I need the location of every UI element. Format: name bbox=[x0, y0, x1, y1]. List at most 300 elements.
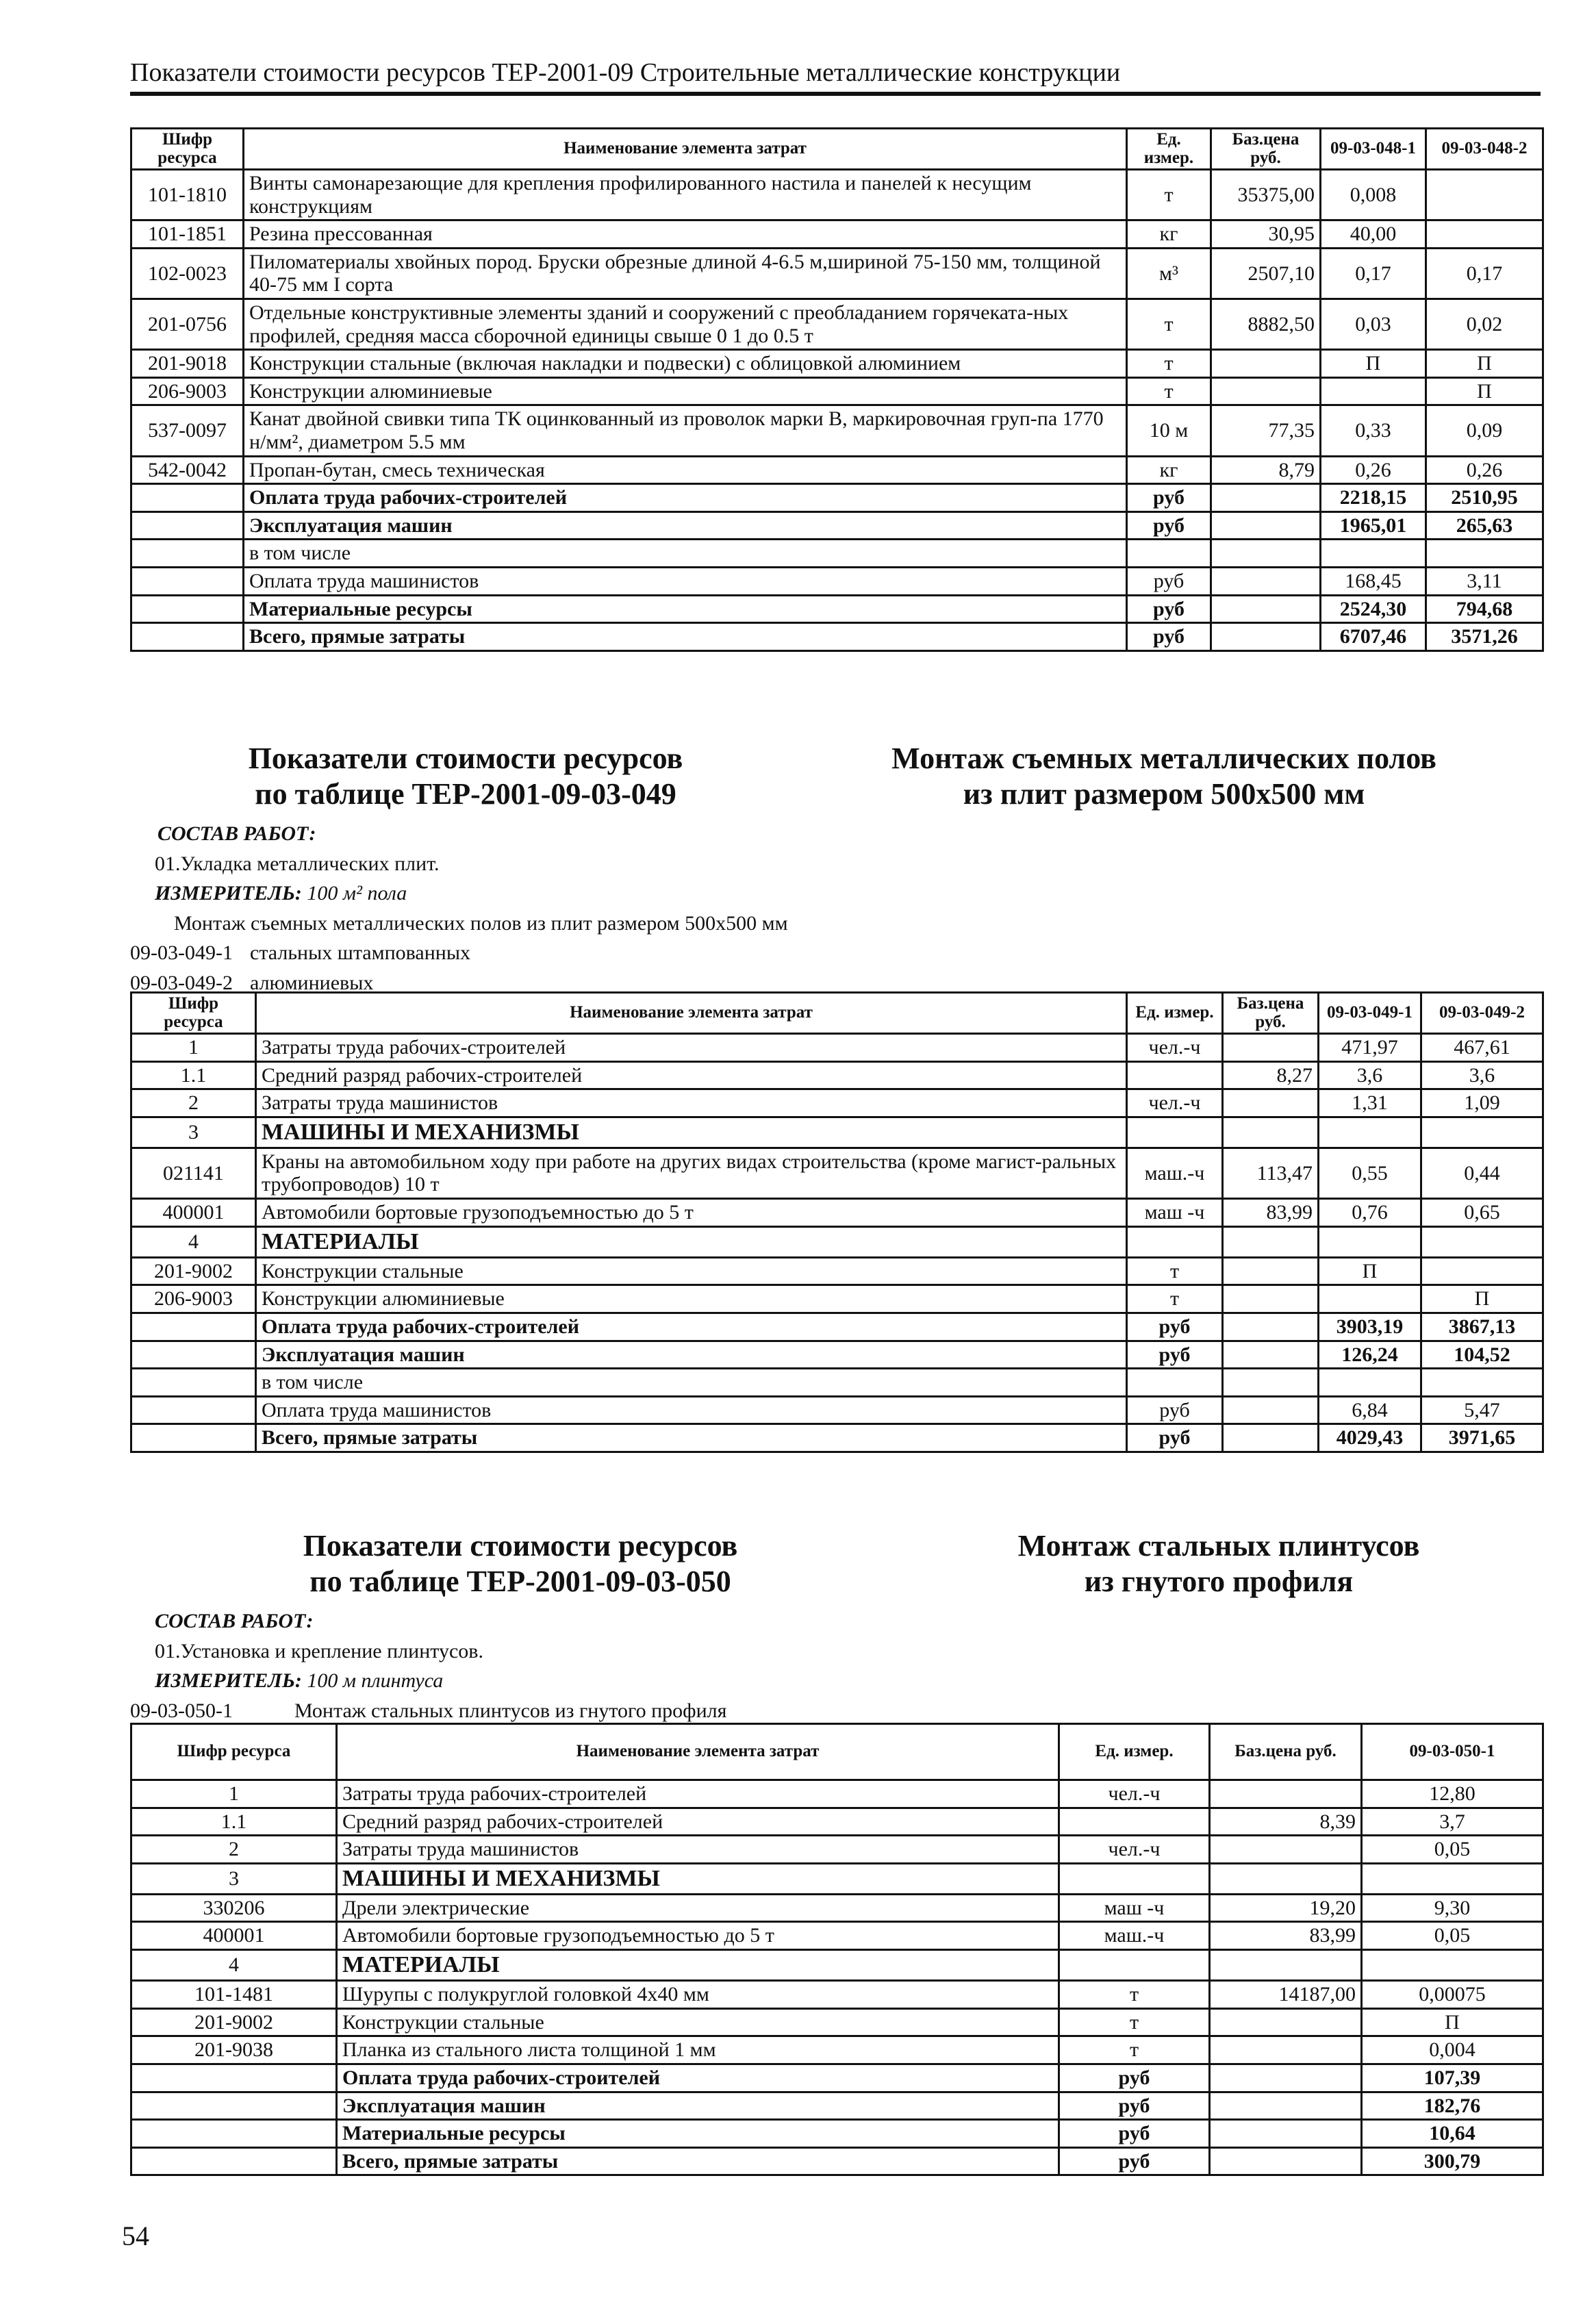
variant-line bbox=[130, 1696, 1157, 1726]
cell-code: 101-1481 bbox=[131, 1981, 337, 2009]
col-header-price: Баз.цена руб. bbox=[1211, 129, 1321, 170]
section-title-left bbox=[205, 741, 726, 812]
resource-table-049 bbox=[130, 991, 1544, 1453]
summary-variant-2: 5,47 bbox=[1421, 1396, 1543, 1424]
cell-price bbox=[1211, 484, 1321, 512]
table-row bbox=[131, 1285, 1543, 1313]
table-row bbox=[131, 377, 1543, 405]
cell-price bbox=[1223, 1396, 1319, 1424]
summary-row bbox=[131, 2092, 1543, 2120]
table-header-row bbox=[131, 129, 1543, 170]
cell-name: Пиломатериалы хвойных пород. Бруски обрезные длиной 4-6.5 м,шириной 75-150 мм, толщиной 40-75 мм I сорта bbox=[244, 248, 1127, 299]
summary-variant-1: 107,39 bbox=[1362, 2064, 1543, 2092]
cell-variant-1: 471,97 bbox=[1319, 1034, 1421, 1062]
summary-variant-1: 2524,30 bbox=[1321, 595, 1426, 623]
summary-variant-1 bbox=[1319, 1369, 1421, 1397]
cell-unit: т bbox=[1059, 1981, 1210, 2009]
summary-variant-2: 2510,95 bbox=[1426, 484, 1543, 512]
cell-price: 77,35 bbox=[1211, 405, 1321, 456]
cell-price bbox=[1223, 1226, 1319, 1257]
table-row bbox=[131, 350, 1543, 378]
table-row bbox=[131, 405, 1543, 456]
cell-price: 8,39 bbox=[1210, 1808, 1362, 1836]
table-row bbox=[131, 1089, 1543, 1117]
table-row bbox=[131, 170, 1543, 220]
cell-name: Автомобили бортовые грузоподъемностью до 5 т bbox=[337, 1922, 1059, 1950]
table-row bbox=[131, 1981, 1543, 2009]
summary-variant-1: 4029,43 bbox=[1319, 1424, 1421, 1452]
table-body bbox=[131, 1780, 1543, 2175]
summary-unit: руб bbox=[1127, 1396, 1223, 1424]
summary-row bbox=[131, 1313, 1543, 1341]
cell-code bbox=[131, 595, 244, 623]
section-title-right bbox=[863, 741, 1465, 812]
cell-variant-1 bbox=[1362, 1950, 1543, 1981]
cell-variant-1: 12,80 bbox=[1362, 1780, 1543, 1808]
table-row bbox=[131, 1950, 1543, 1981]
cell-price bbox=[1211, 540, 1321, 568]
summary-name: Эксплуатация машин bbox=[244, 511, 1127, 540]
cell-name: Дрели электрические bbox=[337, 1894, 1059, 1922]
cell-name: МАТЕРИАЛЫ bbox=[256, 1226, 1127, 1257]
cell-unit bbox=[1059, 1950, 1210, 1981]
cell-code bbox=[131, 1369, 256, 1397]
cell-name: Пропан-бутан, смесь техническая bbox=[244, 456, 1127, 484]
sostav-label: СОСТАВ РАБОТ: bbox=[155, 1610, 314, 1632]
page-header: Показатели стоимости ресурсов ТЕР-2001-09 Строительные металлические конструкции bbox=[130, 58, 1541, 96]
summary-unit: руб bbox=[1127, 484, 1211, 512]
izmeritel-line bbox=[130, 878, 1157, 909]
cell-price: 8,79 bbox=[1211, 456, 1321, 484]
variant-text: стальных штампованных bbox=[250, 941, 471, 964]
col-header-unit: Ед. измер. bbox=[1059, 1724, 1210, 1780]
summary-unit: руб bbox=[1127, 1341, 1223, 1369]
cell-unit: т bbox=[1127, 170, 1211, 220]
summary-row bbox=[131, 567, 1543, 595]
cell-variant-2: 0,02 bbox=[1426, 299, 1543, 349]
cell-name: Затраты труда рабочих-строителей bbox=[256, 1034, 1127, 1062]
table-body bbox=[131, 170, 1543, 651]
cell-variant-1: 40,00 bbox=[1321, 220, 1426, 249]
cell-price bbox=[1210, 1950, 1362, 1981]
summary-unit: руб bbox=[1127, 595, 1211, 623]
cell-variant-2: 0,26 bbox=[1426, 456, 1543, 484]
table-row bbox=[131, 1780, 1543, 1808]
cell-variant-1: 3,6 bbox=[1319, 1061, 1421, 1089]
summary-unit: руб bbox=[1059, 2147, 1210, 2175]
cell-price bbox=[1210, 2064, 1362, 2092]
cell-variant-2: 0,09 bbox=[1426, 405, 1543, 456]
cell-code: 3 bbox=[131, 1863, 337, 1894]
cell-price: 8,27 bbox=[1223, 1061, 1319, 1089]
cell-unit: т bbox=[1127, 1257, 1223, 1285]
cell-price: 14187,00 bbox=[1210, 1981, 1362, 2009]
cell-name: Затраты труда машинистов bbox=[337, 1836, 1059, 1864]
col-header-variant-1: 09-03-048-1 bbox=[1321, 129, 1426, 170]
cell-variant-1: 0,03 bbox=[1321, 299, 1426, 349]
summary-name: Эксплуатация машин bbox=[337, 2092, 1059, 2120]
summary-variant-1: 2218,15 bbox=[1321, 484, 1426, 512]
cell-price bbox=[1211, 350, 1321, 378]
cell-unit: т bbox=[1127, 350, 1211, 378]
table-row bbox=[131, 220, 1543, 249]
cell-code: 1 bbox=[131, 1034, 256, 1062]
cell-code: 4 bbox=[131, 1226, 256, 1257]
sostav-item: 01.Укладка металлических плит. bbox=[155, 852, 440, 875]
izmeritel-label: ИЗМЕРИТЕЛЬ: bbox=[155, 882, 302, 905]
cell-variant-2 bbox=[1421, 1117, 1543, 1148]
cell-unit: чел.-ч bbox=[1127, 1089, 1223, 1117]
cell-unit bbox=[1127, 1117, 1223, 1148]
summary-name: Оплата труда рабочих-строителей bbox=[244, 484, 1127, 512]
col-header-price: Баз.цена руб. bbox=[1223, 993, 1319, 1034]
cell-variant-1: 1,31 bbox=[1319, 1089, 1421, 1117]
cell-code: 101-1851 bbox=[131, 220, 244, 249]
summary-row bbox=[131, 2147, 1543, 2175]
cell-variant-2 bbox=[1421, 1257, 1543, 1285]
summary-variant-1: 10,64 bbox=[1362, 2120, 1543, 2148]
section-title-line: из гнутого профиля bbox=[1084, 1564, 1354, 1598]
summary-unit: руб bbox=[1059, 2092, 1210, 2120]
cell-price bbox=[1210, 1863, 1362, 1894]
table-row bbox=[131, 1199, 1543, 1227]
cell-price bbox=[1223, 1257, 1319, 1285]
summary-name: Оплата труда рабочих-строителей bbox=[337, 2064, 1059, 2092]
cell-variant-1: 0,76 bbox=[1319, 1199, 1421, 1227]
cell-code bbox=[131, 1424, 256, 1452]
cell-unit bbox=[1127, 1226, 1223, 1257]
cell-code: 400001 bbox=[131, 1922, 337, 1950]
cell-variant-1: П bbox=[1321, 350, 1426, 378]
summary-row bbox=[131, 1396, 1543, 1424]
col-header-unit: Ед. измер. bbox=[1127, 993, 1223, 1034]
summary-name: Материальные ресурсы bbox=[337, 2120, 1059, 2148]
cell-code: 201-0756 bbox=[131, 299, 244, 349]
table-row bbox=[131, 1894, 1543, 1922]
summary-variant-2 bbox=[1421, 1369, 1543, 1397]
cell-variant-2 bbox=[1426, 220, 1543, 249]
col-header-variant-2: 09-03-049-2 bbox=[1421, 993, 1543, 1034]
summary-variant-2: 3,11 bbox=[1426, 567, 1543, 595]
cell-unit: т bbox=[1127, 299, 1211, 349]
cell-price bbox=[1211, 623, 1321, 651]
summary-unit bbox=[1127, 540, 1211, 568]
summary-variant-2: 3867,13 bbox=[1421, 1313, 1543, 1341]
cell-name: Конструкции алюминиевые bbox=[244, 377, 1127, 405]
cell-variant-1 bbox=[1321, 377, 1426, 405]
cell-code bbox=[131, 567, 244, 595]
cell-code: 400001 bbox=[131, 1199, 256, 1227]
cell-code: 201-9002 bbox=[131, 1257, 256, 1285]
col-header-name: Наименование элемента затрат bbox=[244, 129, 1127, 170]
summary-variant-2: 265,63 bbox=[1426, 511, 1543, 540]
table-row bbox=[131, 1148, 1543, 1198]
cell-variant-2 bbox=[1426, 170, 1543, 220]
col-header-code: Шифр ресурса bbox=[131, 993, 256, 1034]
summary-unit: руб bbox=[1127, 511, 1211, 540]
cell-name: МАШИНЫ И МЕХАНИЗМЫ bbox=[337, 1863, 1059, 1894]
cell-name: Шурупы с полукруглой головкой 4x40 мм bbox=[337, 1981, 1059, 2009]
cell-unit: т bbox=[1059, 2008, 1210, 2036]
summary-name: Всего, прямые затраты bbox=[337, 2147, 1059, 2175]
cell-price bbox=[1223, 1089, 1319, 1117]
summary-variant-1: 1965,01 bbox=[1321, 511, 1426, 540]
cell-name: Планка из стального листа толщиной 1 мм bbox=[337, 2036, 1059, 2064]
cell-variant-2: 0,44 bbox=[1421, 1148, 1543, 1198]
cell-code: 101-1810 bbox=[131, 170, 244, 220]
izmeritel-line bbox=[130, 1666, 1157, 1696]
cell-code bbox=[131, 511, 244, 540]
summary-row bbox=[131, 2120, 1543, 2148]
cell-code: 102-0023 bbox=[131, 248, 244, 299]
summary-unit: руб bbox=[1127, 567, 1211, 595]
cell-variant-1: 0,05 bbox=[1362, 1922, 1543, 1950]
cell-unit: маш.-ч bbox=[1059, 1922, 1210, 1950]
summary-name: Эксплуатация машин bbox=[256, 1341, 1127, 1369]
cell-price bbox=[1223, 1285, 1319, 1313]
cell-variant-2: П bbox=[1426, 377, 1543, 405]
cell-code: 201-9018 bbox=[131, 350, 244, 378]
cell-code: 201-9002 bbox=[131, 2008, 337, 2036]
cell-code: 542-0042 bbox=[131, 456, 244, 484]
cell-name: Конструкции стальные bbox=[337, 2008, 1059, 2036]
cell-code: 206-9003 bbox=[131, 1285, 256, 1313]
cell-unit: т bbox=[1127, 1285, 1223, 1313]
summary-name: Всего, прямые затраты bbox=[244, 623, 1127, 651]
cell-variant-2: 467,61 bbox=[1421, 1034, 1543, 1062]
cell-price: 83,99 bbox=[1210, 1922, 1362, 1950]
summary-variant-2: 794,68 bbox=[1426, 595, 1543, 623]
col-header-code: Шифр ресурса bbox=[131, 1724, 337, 1780]
table-row bbox=[131, 1863, 1543, 1894]
col-header-code: Шифр ресурса bbox=[131, 129, 244, 170]
cell-code: 1 bbox=[131, 1780, 337, 1808]
col-header-variant-1: 09-03-050-1 bbox=[1362, 1724, 1543, 1780]
cell-variant-1: 3,7 bbox=[1362, 1808, 1543, 1836]
cell-price: 2507,10 bbox=[1211, 248, 1321, 299]
cell-code: 2 bbox=[131, 1836, 337, 1864]
summary-name: в том числе bbox=[244, 540, 1127, 568]
cell-variant-2 bbox=[1421, 1226, 1543, 1257]
page-number: 54 bbox=[122, 2221, 149, 2251]
cell-unit: кг bbox=[1127, 456, 1211, 484]
summary-variant-1: 168,45 bbox=[1321, 567, 1426, 595]
summary-unit: руб bbox=[1059, 2120, 1210, 2148]
section-info bbox=[130, 1606, 1157, 1725]
table-row bbox=[131, 248, 1543, 299]
variant-code: 09-03-050-1 bbox=[130, 1699, 233, 1722]
summary-unit: руб bbox=[1059, 2064, 1210, 2092]
table-row bbox=[131, 1836, 1543, 1864]
cell-price bbox=[1211, 377, 1321, 405]
cell-variant-1: 0,00075 bbox=[1362, 1981, 1543, 2009]
section-title-line: по таблице ТЕР-2001-09-03-050 bbox=[309, 1564, 731, 1598]
summary-row bbox=[131, 623, 1543, 651]
summary-row bbox=[131, 484, 1543, 512]
cell-code: 206-9003 bbox=[131, 377, 244, 405]
cell-name: Винты самонарезающие для крепления профилированного настила и панелей к несущим конструкциям bbox=[244, 170, 1127, 220]
cell-code: 1.1 bbox=[131, 1808, 337, 1836]
summary-name: Оплата труда машинистов bbox=[256, 1396, 1127, 1424]
summary-row bbox=[131, 595, 1543, 623]
summary-name: Оплата труда рабочих-строителей bbox=[256, 1313, 1127, 1341]
summary-variant-1: 126,24 bbox=[1319, 1341, 1421, 1369]
cell-name: Конструкции стальные bbox=[256, 1257, 1127, 1285]
cell-price bbox=[1210, 2147, 1362, 2175]
cell-unit: 10 м bbox=[1127, 405, 1211, 456]
sostav-item: 01.Установка и крепление плинтусов. bbox=[155, 1639, 483, 1662]
variant-text: Монтаж стальных плинтусов из гнутого профиля bbox=[294, 1699, 727, 1722]
cell-price bbox=[1210, 2120, 1362, 2148]
table-row bbox=[131, 1922, 1543, 1950]
section-title-line: из плит размером 500x500 мм bbox=[963, 776, 1365, 811]
variant-code: 09-03-049-2 bbox=[130, 971, 233, 994]
summary-variant-1: 3903,19 bbox=[1319, 1313, 1421, 1341]
cell-name: Отдельные конструктивные элементы зданий и сооружений с преобладанием горячеката-ных профилей, средняя масса сборочной единицы свыше 0 1 до 0.5 т bbox=[244, 299, 1127, 349]
cell-unit: м³ bbox=[1127, 248, 1211, 299]
cell-code: 1.1 bbox=[131, 1061, 256, 1089]
summary-row bbox=[131, 1369, 1543, 1397]
resource-table-048 bbox=[130, 127, 1544, 652]
cell-price bbox=[1210, 1780, 1362, 1808]
col-header-name: Наименование элемента затрат bbox=[337, 1724, 1059, 1780]
cell-name: Затраты труда машинистов bbox=[256, 1089, 1127, 1117]
summary-row bbox=[131, 540, 1543, 568]
cell-variant-1: П bbox=[1362, 2008, 1543, 2036]
cell-price bbox=[1223, 1369, 1319, 1397]
table-row bbox=[131, 299, 1543, 349]
variant-code: 09-03-049-1 bbox=[130, 941, 233, 964]
section-title-right bbox=[945, 1528, 1493, 1599]
cell-code bbox=[131, 1313, 256, 1341]
cell-variant-1: 0,05 bbox=[1362, 1836, 1543, 1864]
section-title-line: Монтаж стальных плинтусов bbox=[1017, 1529, 1420, 1563]
cell-unit bbox=[1127, 1061, 1223, 1089]
section-title-line: по таблице ТЕР-2001-09-03-049 bbox=[255, 776, 676, 811]
cell-code: 4 bbox=[131, 1950, 337, 1981]
col-header-price: Баз.цена руб. bbox=[1210, 1724, 1362, 1780]
summary-name: в том числе bbox=[256, 1369, 1127, 1397]
cell-unit bbox=[1059, 1808, 1210, 1836]
cell-code: 537-0097 bbox=[131, 405, 244, 456]
summary-row bbox=[131, 1424, 1543, 1452]
cell-price: 35375,00 bbox=[1211, 170, 1321, 220]
cell-code: 330206 bbox=[131, 1894, 337, 1922]
summary-variant-1: 6707,46 bbox=[1321, 623, 1426, 651]
izmeritel-label: ИЗМЕРИТЕЛЬ: bbox=[155, 1669, 302, 1692]
summary-variant-2 bbox=[1426, 540, 1543, 568]
table-row bbox=[131, 1257, 1543, 1285]
cell-variant-2: 3,6 bbox=[1421, 1061, 1543, 1089]
cell-price bbox=[1210, 2092, 1362, 2120]
variant-text: алюминиевых bbox=[250, 971, 374, 994]
summary-variant-1: 182,76 bbox=[1362, 2092, 1543, 2120]
cell-price: 113,47 bbox=[1223, 1148, 1319, 1198]
cell-name: Средний разряд рабочих-строителей bbox=[337, 1808, 1059, 1836]
table-row bbox=[131, 2008, 1543, 2036]
cell-variant-2: 1,09 bbox=[1421, 1089, 1543, 1117]
table-row bbox=[131, 2036, 1543, 2064]
cell-name: Средний разряд рабочих-строителей bbox=[256, 1061, 1127, 1089]
cell-name: МАТЕРИАЛЫ bbox=[337, 1950, 1059, 1981]
variant-line bbox=[130, 938, 1157, 968]
cell-variant-1 bbox=[1319, 1226, 1421, 1257]
cell-price bbox=[1211, 567, 1321, 595]
summary-row bbox=[131, 2064, 1543, 2092]
col-header-variant-1: 09-03-049-1 bbox=[1319, 993, 1421, 1034]
cell-unit bbox=[1059, 1863, 1210, 1894]
summary-variant-1: 300,79 bbox=[1362, 2147, 1543, 2175]
cell-unit: маш.-ч bbox=[1127, 1148, 1223, 1198]
summary-name: Всего, прямые затраты bbox=[256, 1424, 1127, 1452]
cell-name: Затраты труда рабочих-строителей bbox=[337, 1780, 1059, 1808]
cell-variant-2: 0,17 bbox=[1426, 248, 1543, 299]
cell-price: 8882,50 bbox=[1211, 299, 1321, 349]
cell-price bbox=[1223, 1424, 1319, 1452]
cell-code: 2 bbox=[131, 1089, 256, 1117]
col-header-name: Наименование элемента затрат bbox=[256, 993, 1127, 1034]
cell-price bbox=[1210, 1836, 1362, 1864]
cell-code: 021141 bbox=[131, 1148, 256, 1198]
cell-variant-1: 0,17 bbox=[1321, 248, 1426, 299]
izmeritel-value: 100 м² пола bbox=[307, 882, 407, 905]
cell-variant-2: 0,65 bbox=[1421, 1199, 1543, 1227]
summary-row bbox=[131, 511, 1543, 540]
summary-name: Материальные ресурсы bbox=[244, 595, 1127, 623]
cell-variant-2: П bbox=[1421, 1285, 1543, 1313]
cell-name: Краны на автомобильном ходу при работе на других видах строительства (кроме магист-ральных трубопроводов) 10 т bbox=[256, 1148, 1127, 1198]
table-header-row bbox=[131, 993, 1543, 1034]
cell-code bbox=[131, 1341, 256, 1369]
section-info bbox=[130, 819, 1157, 998]
cell-code bbox=[131, 2147, 337, 2175]
table-row bbox=[131, 1808, 1543, 1836]
table-row bbox=[131, 1061, 1543, 1089]
cell-variant-1 bbox=[1319, 1117, 1421, 1148]
col-header-unit: Ед. измер. bbox=[1127, 129, 1211, 170]
cell-variant-1: 0,004 bbox=[1362, 2036, 1543, 2064]
summary-variant-2: 3571,26 bbox=[1426, 623, 1543, 651]
cell-unit: т bbox=[1059, 2036, 1210, 2064]
cell-price bbox=[1223, 1034, 1319, 1062]
cell-price bbox=[1223, 1341, 1319, 1369]
cell-name: Автомобили бортовые грузоподъемностью до 5 т bbox=[256, 1199, 1127, 1227]
summary-variant-1: 6,84 bbox=[1319, 1396, 1421, 1424]
summary-unit: руб bbox=[1127, 1424, 1223, 1452]
col-header-variant-2: 09-03-048-2 bbox=[1426, 129, 1543, 170]
table-header-row bbox=[131, 1724, 1543, 1780]
cell-unit: чел.-ч bbox=[1059, 1780, 1210, 1808]
cell-code: 3 bbox=[131, 1117, 256, 1148]
summary-unit bbox=[1127, 1369, 1223, 1397]
cell-variant-1: 9,30 bbox=[1362, 1894, 1543, 1922]
cell-unit: кг bbox=[1127, 220, 1211, 249]
cell-name: МАШИНЫ И МЕХАНИЗМЫ bbox=[256, 1117, 1127, 1148]
cell-variant-1 bbox=[1362, 1863, 1543, 1894]
cell-variant-1: 0,26 bbox=[1321, 456, 1426, 484]
table-body bbox=[131, 1034, 1543, 1452]
summary-unit: руб bbox=[1127, 1313, 1223, 1341]
section-title-left bbox=[260, 1528, 781, 1599]
cell-unit: т bbox=[1127, 377, 1211, 405]
cell-code bbox=[131, 1396, 256, 1424]
cell-name: Канат двойной свивки типа ТК оцинкованный из проволок марки В, маркировочная груп-па 1770 н/мм², диаметром 5.5 мм bbox=[244, 405, 1127, 456]
cell-name: Конструкции стальные (включая накладки и подвески) с облицовкой алюминием bbox=[244, 350, 1127, 378]
cell-price bbox=[1211, 595, 1321, 623]
section-title-line: Показатели стоимости ресурсов bbox=[303, 1529, 738, 1563]
izmeritel-value: 100 м плинтуса bbox=[307, 1669, 444, 1692]
sostav-label: СОСТАВ РАБОТ: bbox=[157, 822, 316, 845]
